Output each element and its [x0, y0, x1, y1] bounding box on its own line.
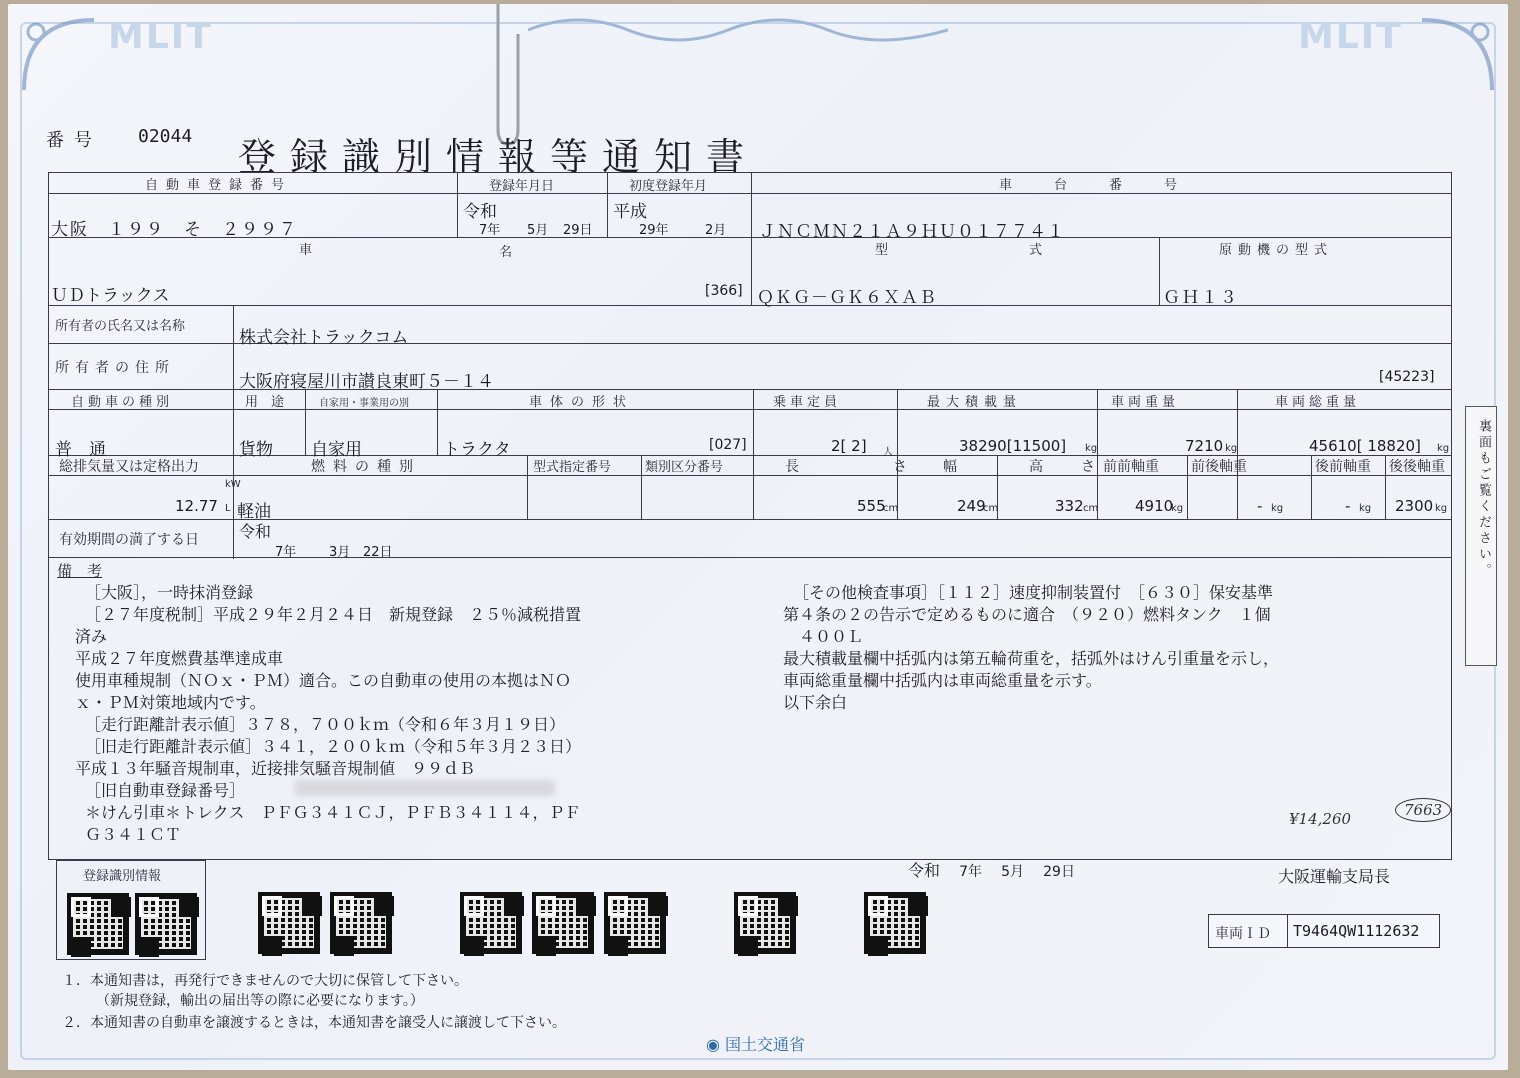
remark-line: ［旧自動車登録番号］: [85, 781, 246, 800]
certificate-paper: [8, 4, 1508, 1070]
vehicle-name-code: [366]: [705, 283, 743, 299]
owner-address-code: [45223]: [1379, 369, 1435, 385]
max-load: 38290[11500]: [959, 437, 1067, 455]
rear-rear-axle: 2300: [1395, 497, 1434, 515]
vehicle-id-box: [1208, 914, 1440, 948]
ministry-emblem-icon: ◉: [706, 1035, 726, 1054]
engine-type: ＧＨ１３: [1163, 288, 1239, 308]
width-unit: cm: [983, 503, 999, 514]
remark-line: ［その他検査事項］［１１２］速度抑制装置付 ［６３０］保安基準: [793, 583, 1274, 602]
expiry-label: 有効期間の満了する日: [59, 532, 199, 548]
name-label: 車: [299, 243, 313, 258]
vehicle-info-grid: [48, 172, 1452, 558]
height-unit: cm: [1083, 503, 1099, 514]
rear-front-axle-unit: kg: [1359, 503, 1372, 514]
remark-line: ｘ・ＰＭ対策地域内です。: [75, 693, 266, 712]
front-rear-axle-label: 前後軸重: [1191, 459, 1247, 475]
first-reg-year: 29年: [639, 223, 669, 238]
remark-line: Ｇ３４１ＣＴ: [85, 825, 182, 844]
ornament-icon: [14, 10, 104, 100]
expiry-year: 7年: [275, 545, 297, 560]
gross-weight: 45610[ 18820]: [1309, 437, 1421, 455]
handwritten-price: ¥14,260: [1289, 810, 1352, 828]
vehicle-id-label: 車両ＩＤ: [1215, 926, 1271, 942]
fuel-label: 燃料の種別: [311, 459, 421, 475]
issue-date-day: 29日: [1043, 864, 1075, 880]
class-number-label: 類別区分番号: [645, 460, 724, 475]
owner-address: 大阪府寝屋川市讃良東町５－１４: [239, 372, 494, 392]
expiry-day: 22日: [363, 545, 393, 560]
qr-code-icon: [135, 893, 197, 955]
capacity: 2[ 2]: [831, 437, 867, 455]
capacity-unit: 人: [883, 447, 893, 458]
document-number: 02044: [138, 126, 193, 147]
vehicle-name: ＵＤトラックス: [51, 286, 170, 306]
issue-date: [908, 858, 1075, 881]
front-front-axle-unit: kg: [1171, 503, 1184, 514]
footer-note-1b: （新規登録，輸出の届出等の際に必要になります。）: [96, 993, 424, 1009]
ornament-icon: [1412, 10, 1502, 100]
capacity-label: 乗車定員: [773, 395, 842, 410]
vehicle-id: T9464QW1112632: [1293, 922, 1420, 940]
front-front-axle: 4910: [1135, 497, 1174, 515]
gross-weight-unit: kg: [1437, 443, 1450, 454]
qr-code-icon: [67, 893, 129, 955]
qr-code-icon: [330, 892, 392, 954]
issuing-office: 大阪運輸支局長: [1278, 867, 1391, 886]
remark-line: ［大阪］，一時抹消登録: [85, 583, 254, 602]
qr-code-icon: [604, 892, 666, 954]
qr-code-icon: [258, 892, 320, 954]
expiry-month: 3月: [329, 545, 351, 560]
remark-line: 使用車種規制（ＮＯｘ・ＰＭ）適合。この自動車の使用の本拠はＮＯ: [75, 671, 572, 690]
remark-line: 第４条の２の告示で定めるものに適合 （９２０）燃料タンク １個: [783, 605, 1271, 624]
length: 555: [857, 497, 886, 515]
number-label: 番号: [46, 130, 102, 151]
displacement-label: 総排気量又は定格出力: [59, 459, 199, 475]
reg-date-month: 5月: [527, 223, 549, 238]
reg-no-label: 自動車登録番号: [145, 178, 293, 193]
remark-line: ［２７年度税制］平成２９年２月２４日 新規登録 ２５％減税措置: [85, 605, 582, 624]
first-reg-month: 2月: [705, 223, 727, 238]
remark-line: ４００Ｌ: [783, 627, 864, 646]
model-number-label: 型式指定番号: [533, 460, 612, 475]
displacement-unit: L: [225, 503, 231, 514]
remarks-label: 備 考: [57, 562, 103, 580]
remark-line: 以下余白: [783, 693, 848, 712]
weight-label: 車両重量: [1111, 395, 1180, 410]
issue-date-month: 5月: [1001, 864, 1025, 880]
chassis-label: 車台番号: [999, 178, 1220, 193]
registration-number: 大阪 １９９ そ ２９９７: [51, 220, 298, 240]
side-note: [1465, 406, 1497, 666]
shape-label: 車体の形状: [529, 395, 635, 410]
use-label: 用 途: [245, 395, 285, 410]
vehicle-weight-unit: kg: [1225, 443, 1238, 454]
body-shape: トラクタ: [443, 440, 511, 460]
displacement: 12.77: [175, 497, 218, 515]
front-front-axle-label: 前前軸重: [1103, 459, 1159, 475]
front-rear-axle: -: [1257, 497, 1263, 515]
expiry-era: 令和: [239, 522, 272, 541]
type-label: 型: [875, 243, 889, 258]
owner-name: 株式会社トラックコム: [239, 328, 409, 348]
kind-label: 自動車の種別: [71, 395, 174, 410]
private-label: 自家用・事業用の別: [319, 398, 409, 409]
owner-address-label: 所有者の住所: [55, 360, 175, 376]
qr-section: [56, 860, 206, 960]
redacted-area: [295, 780, 555, 796]
remark-line: 済み: [75, 627, 108, 646]
type-label: 式: [1029, 243, 1043, 258]
gross-weight-label: 車両総重量: [1275, 395, 1361, 410]
document-title: 登録識別情報等通知書: [238, 135, 759, 179]
handwritten-number: 7663: [1395, 798, 1451, 822]
qr-section-label: 登録識別情報: [83, 869, 162, 884]
remark-line: 車両総重量欄中括弧内は車両総重量を示す。: [783, 671, 1102, 690]
first-reg-label: 初度登録年月: [629, 179, 708, 194]
qr-code-icon: [864, 892, 926, 954]
footer-note-1: １．本通知書は，再発行できませんので大切に保管して下さい。: [62, 973, 468, 989]
ministry-name: 国土交通省: [725, 1035, 806, 1054]
front-rear-axle-unit: kg: [1271, 503, 1284, 514]
remark-line: ［走行距離計表示値］３７８，７００ｋｍ（令和６年３月１９日）: [85, 715, 566, 734]
remark-line: ［旧走行距離計表示値］３４１，２００ｋｍ（令和５年３月２３日）: [85, 737, 582, 756]
fuel-type: 軽油: [237, 502, 271, 522]
issue-date-year: 7年: [959, 864, 983, 880]
qr-code-icon: [532, 892, 594, 954]
side-note-text: 裏面もご覧ください。: [1476, 419, 1491, 579]
reg-date-era: 令和: [463, 202, 497, 222]
vehicle-kind: 普 通: [55, 440, 106, 460]
name-label: 名: [499, 245, 513, 260]
reg-date-label: 登録年月日: [489, 179, 555, 194]
footer-note-2: ２．本通知書の自動車を譲渡するときは，本通知書を譲受人に譲渡して下さい。: [62, 1015, 566, 1031]
remarks-section: [48, 558, 1452, 860]
ornament-icon: [528, 10, 948, 50]
engine-label: 原動機の型式: [1219, 243, 1334, 258]
displacement-kw-unit: kW: [225, 479, 241, 490]
first-reg-era: 平成: [613, 202, 647, 222]
width-label: 幅: [943, 459, 957, 475]
max-load-label: 最大積載量: [927, 395, 1023, 410]
rear-rear-axle-label: 後後軸重: [1389, 459, 1445, 475]
remark-line: ＊けん引車＊トレクス ＰＦＧ３４１ＣＪ，ＰＦＢ３４１１４，ＰＦ: [85, 803, 581, 822]
qr-code-icon: [460, 892, 522, 954]
owner-name-label: 所有者の氏名又は名称: [55, 319, 186, 334]
body-shape-code: [027]: [709, 437, 747, 453]
qr-code-icon: [734, 892, 796, 954]
reg-date-day: 29日: [563, 223, 593, 238]
height: 332: [1055, 497, 1084, 515]
remark-line: 最大積載量欄中括弧内は第五輪荷重を，括弧外はけん引重量を示し，: [783, 649, 1280, 668]
rear-front-axle-label: 後前軸重: [1315, 459, 1371, 475]
vehicle-use: 貨物: [239, 440, 273, 460]
remark-line: 平成２７年度燃費基準達成車: [75, 649, 284, 668]
max-load-unit: kg: [1085, 443, 1098, 454]
watermark-right: MLIT: [1298, 16, 1403, 57]
length-label: 長 さ: [785, 459, 947, 475]
ministry-logo: [706, 1032, 805, 1055]
watermark-left: MLIT: [108, 16, 213, 57]
vehicle-type: ＱＫＧ－ＧＫ６ＸＡＢ: [757, 288, 937, 308]
width: 249: [957, 497, 986, 515]
vehicle-weight: 7210: [1185, 437, 1224, 455]
height-label: 高 さ: [1029, 459, 1107, 475]
reg-date-year: 7年: [479, 223, 501, 238]
private-use: 自家用: [311, 440, 362, 460]
issue-date-era: 令和: [908, 861, 941, 880]
chassis-number: ＪＮＣＭＮ２１Ａ９ＨＵ０１７７４１: [759, 222, 1065, 242]
rear-front-axle: -: [1345, 497, 1351, 515]
rear-rear-axle-unit: kg: [1435, 503, 1448, 514]
length-unit: cm: [883, 503, 899, 514]
remark-line: 平成１３年騒音規制車，近接排気騒音規制値 ９９ｄＢ: [75, 759, 476, 778]
